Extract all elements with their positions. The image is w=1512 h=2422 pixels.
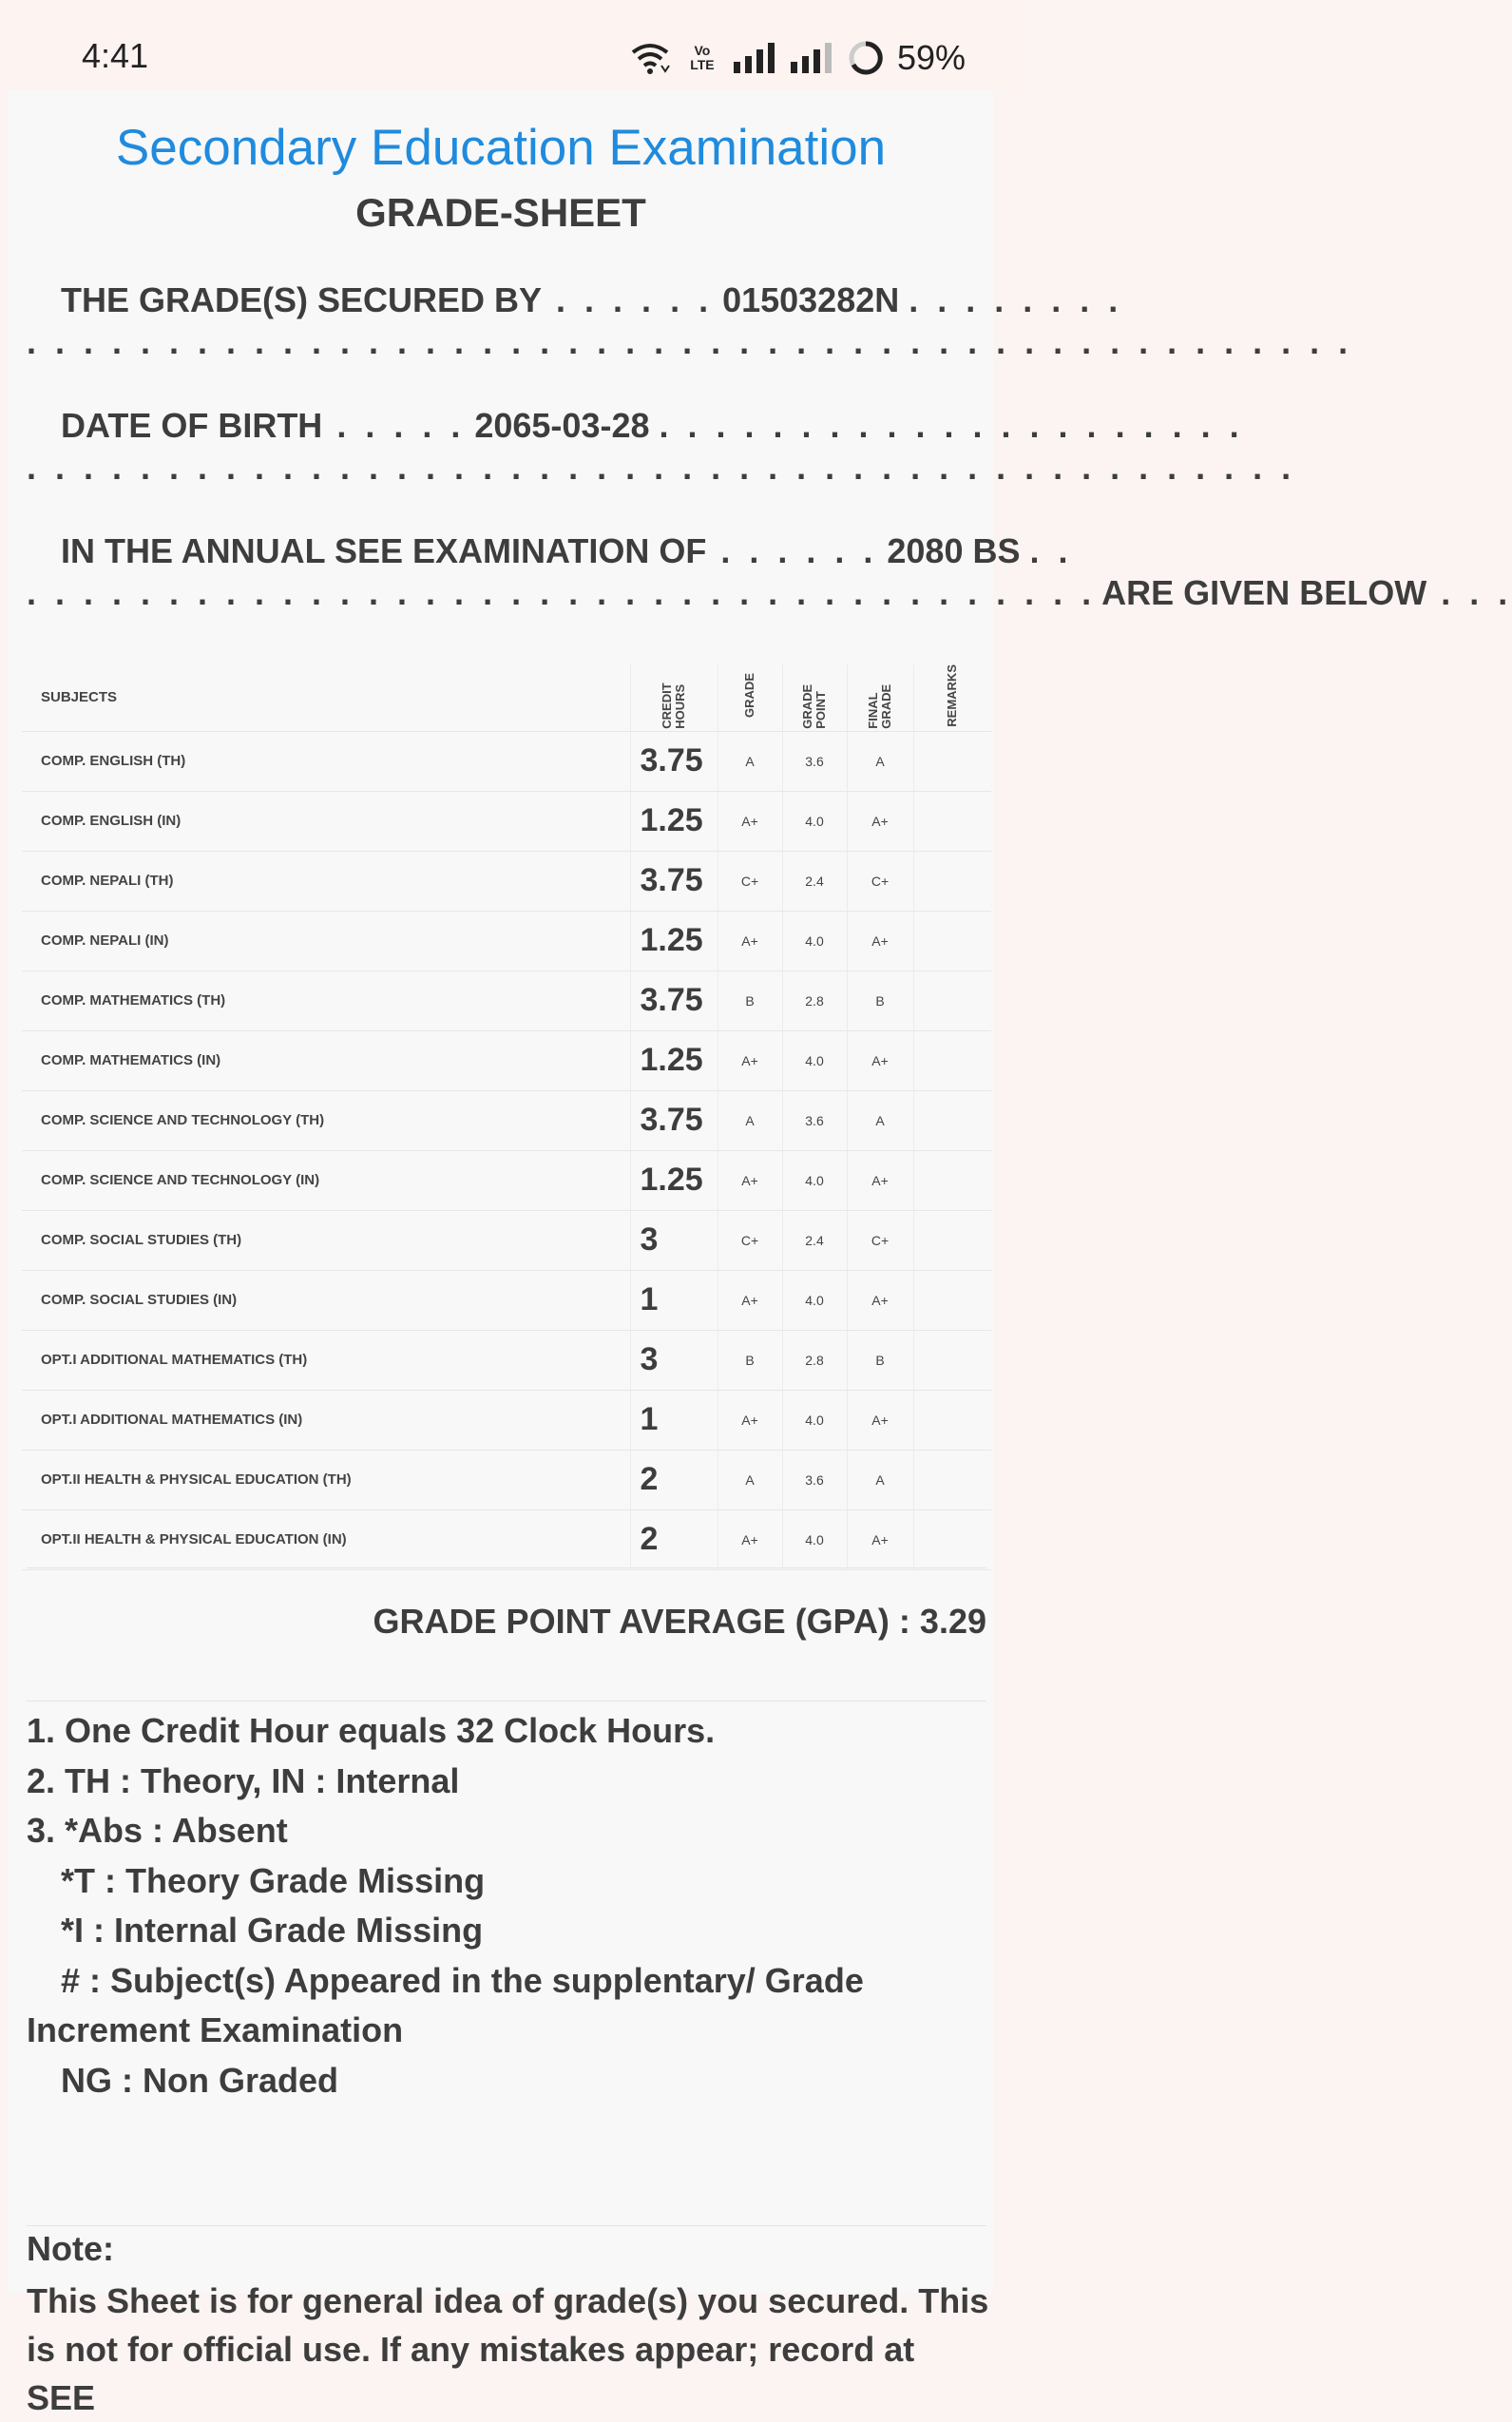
- grade-cell: A+: [718, 791, 782, 851]
- gpa-line: GRADE POINT AVERAGE (GPA) : 3.29: [373, 1602, 986, 1641]
- grade-point-cell: 3.6: [782, 731, 847, 791]
- subject-cell: COMP. SOCIAL STUDIES (TH): [22, 1210, 630, 1270]
- header-grade-point: GRADE POINT: [782, 664, 847, 731]
- header-final-grade: FINAL GRADE: [847, 664, 913, 731]
- divider: [27, 1567, 986, 1568]
- grade-point-cell: 4.0: [782, 1390, 847, 1450]
- credit-hours-cell: 1.25: [630, 791, 718, 851]
- grade-cell: A+: [718, 1150, 782, 1210]
- credit-hours-cell: 2: [630, 1509, 718, 1569]
- table-row: [22, 851, 991, 911]
- grade-point-cell: 2.4: [782, 1210, 847, 1270]
- grade-cell: B: [718, 1330, 782, 1390]
- divider: [27, 2225, 986, 2226]
- note-text: This Sheet is for general idea of grade(s) you secured. This is not for official use. If any mistakes appear; record at SEE: [27, 2281, 989, 2417]
- final-grade-cell: A+: [847, 1270, 913, 1330]
- credit-hours-cell: 3: [630, 1210, 718, 1270]
- note-line: 3. *Abs : Absent: [27, 1811, 288, 1850]
- final-grade-cell: C+: [847, 1210, 913, 1270]
- grade-cell: C+: [718, 851, 782, 911]
- page-title: Secondary Education Examination: [115, 120, 887, 176]
- grade-cell: B: [718, 971, 782, 1030]
- note-line: *T : Theory Grade Missing: [61, 1860, 486, 1900]
- credit-hours-cell: 1: [630, 1390, 718, 1450]
- exam-year: 2080 BS: [887, 531, 1021, 570]
- credit-hours-cell: 3.75: [630, 971, 718, 1030]
- grade-cell: A+: [718, 1030, 782, 1090]
- remarks-cell: [913, 1270, 991, 1330]
- grade-cell: A+: [718, 1390, 782, 1450]
- grade-cell: A+: [718, 1509, 782, 1569]
- grade-point-cell: 4.0: [782, 1030, 847, 1090]
- battery-percent: 59%: [896, 38, 966, 77]
- header-remarks: REMARKS: [913, 664, 991, 731]
- remarks-cell: [913, 1150, 991, 1210]
- status-bar: [0, 0, 1026, 90]
- grade-point-cell: 4.0: [782, 1150, 847, 1210]
- header-grade: GRADE: [718, 664, 782, 731]
- remarks-cell: [913, 971, 991, 1030]
- note-line: 1. One Credit Hour equals 32 Clock Hours.: [27, 1711, 716, 1750]
- table-row: [22, 731, 991, 791]
- grade-sheet-page: [9, 90, 1512, 2417]
- remarks-cell: [913, 791, 991, 851]
- signal-icon-sim1: [734, 43, 777, 73]
- final-grade-cell: A: [847, 731, 913, 791]
- final-grade-cell: C+: [847, 851, 913, 911]
- grade-point-cell: 3.6: [782, 1090, 847, 1150]
- final-grade-cell: A+: [847, 1390, 913, 1450]
- subject-cell: COMP. SOCIAL STUDIES (IN): [22, 1270, 630, 1330]
- subject-cell: COMP. SCIENCE AND TECHNOLOGY (TH): [22, 1090, 630, 1150]
- symbol-number: 01503282N: [722, 280, 900, 319]
- remarks-cell: [913, 731, 991, 791]
- final-grade-cell: A: [847, 1090, 913, 1150]
- credit-hours-cell: 3.75: [630, 851, 718, 911]
- gpa-value: 3.29: [919, 1602, 986, 1641]
- grade-cell: C+: [718, 1210, 782, 1270]
- grade-point-cell: 4.0: [782, 791, 847, 851]
- subject-cell: COMP. NEPALI (IN): [22, 911, 630, 971]
- subject-cell: COMP. MATHEMATICS (IN): [22, 1030, 630, 1090]
- table-row: [22, 1509, 991, 1569]
- table-header-row: [22, 664, 991, 731]
- table-row: [22, 1150, 991, 1210]
- note-line: NG : Non Graded: [61, 2060, 339, 2100]
- credit-hours-cell: 1: [630, 1270, 718, 1330]
- info-dob: DATE OF BIRTH . . . . . 2065-03-28 . . . . . . . . . . . . . . . . . . . . . . . . . . . . . . . . . . . . . . . . . . . . . . . . . . . . . . . . . . . . . . . . . .: [27, 406, 1296, 487]
- note-label: Note:: [27, 2229, 114, 2268]
- grade-table: [22, 664, 991, 1570]
- note-line: *I : Internal Grade Missing: [61, 1911, 484, 1950]
- final-grade-cell: A+: [847, 1030, 913, 1090]
- table-row: [22, 1390, 991, 1450]
- legend-notes: [27, 1706, 986, 2105]
- subject-cell: OPT.I ADDITIONAL MATHEMATICS (TH): [22, 1330, 630, 1390]
- info-secured-by: THE GRADE(S) SECURED BY . . . . . . 01503282N . . . . . . . . . . . . . . . . . . . . . . . . . . . . . . . . . . . . . . . . . . . . . . . . . . . . . . .: [27, 280, 1353, 361]
- remarks-cell: [913, 1330, 991, 1390]
- final-grade-cell: A+: [847, 1509, 913, 1569]
- table-row: [22, 1210, 991, 1270]
- credit-hours-cell: 3: [630, 1330, 718, 1390]
- remarks-cell: [913, 1450, 991, 1509]
- subject-cell: OPT.I ADDITIONAL MATHEMATICS (IN): [22, 1390, 630, 1450]
- grade-cell: A: [718, 1450, 782, 1509]
- note-line: # : Subject(s) Appeared in the supplentary/ Grade: [61, 1960, 864, 2000]
- grade-point-cell: 4.0: [782, 1509, 847, 1569]
- subject-cell: OPT.II HEALTH & PHYSICAL EDUCATION (IN): [22, 1509, 630, 1569]
- final-grade-cell: A: [847, 1450, 913, 1509]
- page-subtitle: GRADE-SHEET: [355, 190, 646, 235]
- subject-cell: COMP. NEPALI (TH): [22, 851, 630, 911]
- note-line: 2. TH : Theory, IN : Internal: [27, 1760, 460, 1800]
- subject-cell: COMP. MATHEMATICS (TH): [22, 971, 630, 1030]
- grade-cell: A: [718, 1090, 782, 1150]
- remarks-cell: [913, 1509, 991, 1569]
- remarks-cell: [913, 1090, 991, 1150]
- credit-hours-cell: 1.25: [630, 1150, 718, 1210]
- credit-hours-cell: 1.25: [630, 911, 718, 971]
- subject-cell: COMP. SCIENCE AND TECHNOLOGY (IN): [22, 1150, 630, 1210]
- remarks-cell: [913, 1030, 991, 1090]
- table-row: [22, 1030, 991, 1090]
- date-of-birth: 2065-03-28: [474, 406, 650, 445]
- grade-point-cell: 4.0: [782, 1270, 847, 1330]
- credit-hours-cell: 2: [630, 1450, 718, 1509]
- final-grade-cell: A+: [847, 791, 913, 851]
- table-row: [22, 791, 991, 851]
- grade-point-cell: 3.6: [782, 1450, 847, 1509]
- credit-hours-cell: 3.75: [630, 1090, 718, 1150]
- table-row: [22, 1090, 991, 1150]
- battery-icon: [848, 40, 884, 76]
- header-subjects: SUBJECTS: [22, 664, 630, 731]
- wifi-icon: [629, 41, 671, 75]
- volte-icon: Vo LTE: [690, 43, 715, 72]
- table-row: [22, 1450, 991, 1509]
- grade-point-cell: 4.0: [782, 911, 847, 971]
- note-line: Increment Examination: [27, 2010, 404, 2049]
- credit-hours-cell: 3.75: [630, 731, 718, 791]
- grade-cell: A+: [718, 1270, 782, 1330]
- subject-cell: COMP. ENGLISH (TH): [22, 731, 630, 791]
- grade-point-cell: 2.8: [782, 971, 847, 1030]
- final-grade-cell: A+: [847, 911, 913, 971]
- final-grade-cell: A+: [847, 1150, 913, 1210]
- credit-hours-cell: 1.25: [630, 1030, 718, 1090]
- subject-cell: OPT.II HEALTH & PHYSICAL EDUCATION (TH): [22, 1450, 630, 1509]
- remarks-cell: [913, 1390, 991, 1450]
- grade-point-cell: 2.4: [782, 851, 847, 911]
- remarks-cell: [913, 1210, 991, 1270]
- grade-cell: A+: [718, 911, 782, 971]
- grade-point-cell: 2.8: [782, 1330, 847, 1390]
- info-exam: IN THE ANNUAL SEE EXAMINATION OF . . . . . . 2080 BS . . . . . . . . . . . . . . . . . . . . . . . . . . . . . . . . . . . . . . . . ARE GIVEN BELOW . . .: [27, 531, 1512, 612]
- status-time: 4:41: [82, 36, 149, 75]
- table-row: [22, 911, 991, 971]
- subject-cell: COMP. ENGLISH (IN): [22, 791, 630, 851]
- grade-cell: A: [718, 731, 782, 791]
- header-credit-hours: CREDIT HOURS: [630, 664, 718, 731]
- table-row: [22, 1330, 991, 1390]
- table-row: [22, 971, 991, 1030]
- final-grade-cell: B: [847, 971, 913, 1030]
- final-grade-cell: B: [847, 1330, 913, 1390]
- status-icons: [629, 36, 966, 80]
- signal-icon-sim2: [791, 43, 834, 73]
- remarks-cell: [913, 851, 991, 911]
- remarks-cell: [913, 911, 991, 971]
- table-row: [22, 1270, 991, 1330]
